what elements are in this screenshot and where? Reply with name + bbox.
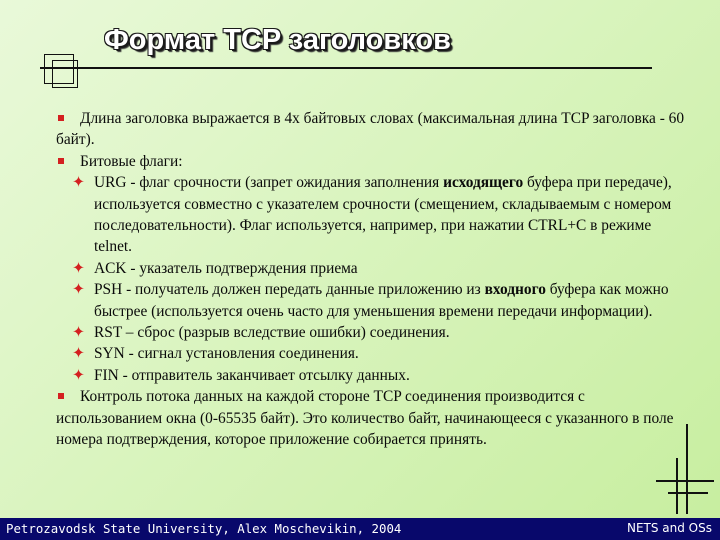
slide-title: Формат TCP заголовков [104,24,451,56]
title-underline [40,67,652,69]
flag-fin: ✦ FIN - отправитель заканчивает отсылку данных. [32,365,686,386]
footer-credit: Petrozavodsk State University, Alex Moschevikin, 2004 [6,521,402,536]
red-square-bullet-icon [58,393,64,399]
star-bullet-icon: ✦ [72,345,85,363]
footer-bar [0,518,720,540]
star-bullet-icon: ✦ [72,259,85,277]
bullet-flags-heading [56,151,686,172]
flag-rst: ✦ RST – сброс (разрыв вследствие ошибки) соединения. [32,322,686,343]
star-bullet-icon: ✦ [72,174,85,192]
red-square-bullet-icon [58,158,64,164]
flag-psh-emphasis: входного [484,281,546,299]
flag-urg-emphasis: исходящего [443,174,524,192]
decorative-vertical-line [686,424,688,514]
decorative-vertical-line [676,458,678,514]
flag-syn: ✦ SYN - сигнал установления соединения. [32,343,686,364]
flag-ack: ✦ ACK - указатель подтверждения приема [32,258,686,279]
star-bullet-icon: ✦ [72,366,85,384]
bullet-text: Контроль потока данных на каждой стороне TCP соединения производится с использованием окна (0-65535 байт). Это количество байт, начинающееся с указанного в поле номера подтверждения, которое приложение собирается принять. [56,388,674,449]
bullet-flow-control [56,386,686,450]
flag-urg: ✦ URG - флаг срочности (запрет ожидания заполнения исходящего буфера при передаче), используется совместно с указателем срочности (смещением, складываемым с номером последовательности). Флаг используется, например, при нажатии CTRL+C в режиме telnet. [72,174,672,256]
red-square-bullet-icon [58,115,64,121]
decorative-horizontal-line [668,492,708,494]
bullet-header-length [56,108,686,151]
decorative-horizontal-line [656,480,714,482]
star-bullet-icon: ✦ [72,324,85,342]
bullet-text: Битовые флаги: [80,152,183,170]
flag-psh: ✦ PSH - получатель должен передать данные приложению из входного буфера как можно быстрее (используется очень часто для уменьшения времени передачи информации). [72,281,669,320]
bullet-text: Длина заголовка выражается в 4х байтовых словах (максимальная длина TCP заголовка - 60 байт). [56,110,685,149]
footer-course: NETS and OSs [626,521,712,535]
star-bullet-icon: ✦ [72,281,85,299]
decorative-square-inner [52,60,78,88]
slide-body [56,108,686,451]
